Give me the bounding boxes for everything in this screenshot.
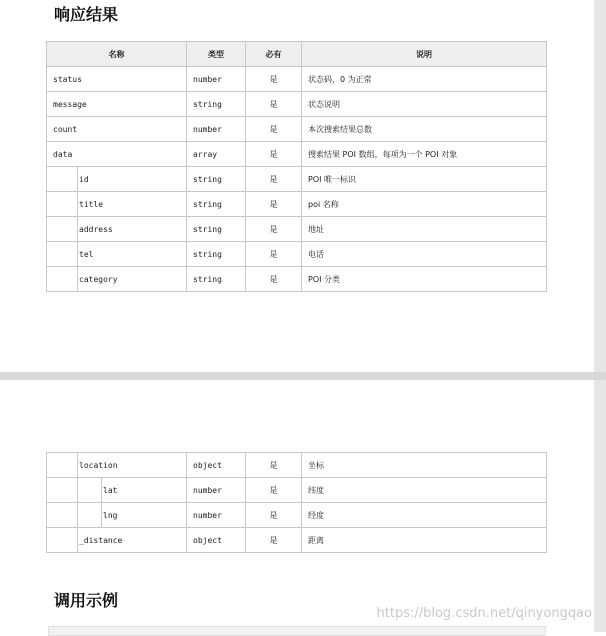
section-title-example: 调用示例 (54, 591, 119, 610)
field-description: 状态码，0 为正常 (302, 67, 547, 92)
field-type: array (187, 142, 246, 167)
nesting-line (77, 453, 78, 477)
nesting-line (77, 503, 78, 527)
field-description: 地址 (302, 217, 547, 242)
field-required: 是 (246, 242, 302, 267)
field-name: title (79, 199, 104, 209)
field-name: category (79, 274, 118, 284)
nesting-line (77, 192, 78, 216)
nesting-line (77, 242, 78, 266)
header-description: 说明 (302, 42, 547, 67)
header-name: 名称 (47, 42, 187, 67)
field-required: 是 (246, 267, 302, 292)
table-row (47, 167, 547, 192)
table-header-row (47, 42, 547, 67)
table-row (47, 92, 547, 117)
header-type: 类型 (187, 42, 246, 67)
nesting-line (101, 503, 102, 527)
header-required: 必有 (246, 42, 302, 67)
field-name-cell (47, 142, 187, 167)
field-name-cell (47, 192, 187, 217)
field-required: 是 (246, 528, 302, 553)
field-name-cell (47, 242, 187, 267)
table-row (47, 217, 547, 242)
field-name-cell (47, 92, 187, 117)
field-required: 是 (246, 142, 302, 167)
field-name-cell (47, 453, 187, 478)
nesting-line (77, 478, 78, 502)
field-type: object (187, 528, 246, 553)
field-required: 是 (246, 192, 302, 217)
response-table (46, 41, 547, 292)
table-row (47, 528, 547, 553)
response-table-continued (46, 452, 547, 553)
field-name-cell (47, 167, 187, 192)
nesting-line (77, 528, 78, 552)
page-separator (0, 372, 606, 380)
field-name-cell (47, 217, 187, 242)
field-name-cell (47, 478, 187, 503)
field-name: address (79, 224, 113, 234)
field-type: string (187, 267, 246, 292)
table-row (47, 267, 547, 292)
field-name: location (79, 460, 118, 470)
field-name: id (79, 174, 89, 184)
field-name-cell (47, 267, 187, 292)
page-shadow (594, 0, 606, 632)
nesting-line (77, 267, 78, 291)
field-type: number (187, 67, 246, 92)
field-name-cell (47, 503, 187, 528)
field-name: tel (79, 249, 94, 259)
field-description: 距离 (302, 528, 547, 553)
field-name-cell (47, 67, 187, 92)
field-name: data (53, 149, 73, 159)
nesting-line (77, 217, 78, 241)
table-row (47, 478, 547, 503)
nesting-line (101, 478, 102, 502)
field-name: lng (103, 510, 118, 520)
field-description: 纬度 (302, 478, 547, 503)
field-required: 是 (246, 478, 302, 503)
field-type: string (187, 242, 246, 267)
field-type: string (187, 192, 246, 217)
field-required: 是 (246, 92, 302, 117)
field-description: POI 唯一标识 (302, 167, 547, 192)
table-row (47, 242, 547, 267)
field-required: 是 (246, 117, 302, 142)
field-name: count (53, 124, 78, 134)
field-required: 是 (246, 217, 302, 242)
field-required: 是 (246, 453, 302, 478)
field-name: message (53, 99, 87, 109)
field-name: status (53, 74, 82, 84)
field-required: 是 (246, 167, 302, 192)
table-row (47, 453, 547, 478)
table-row (47, 67, 547, 92)
field-description: 搜索结果 POI 数组，每项为一个 POI 对象 (302, 142, 547, 167)
field-description: 电话 (302, 242, 547, 267)
table-row (47, 142, 547, 167)
field-name: lat (103, 485, 118, 495)
field-required: 是 (246, 67, 302, 92)
field-name-cell (47, 528, 187, 553)
field-description: 本次搜索结果总数 (302, 117, 547, 142)
field-description: POI 分类 (302, 267, 547, 292)
table-row (47, 192, 547, 217)
field-type: number (187, 503, 246, 528)
field-type: number (187, 117, 246, 142)
field-description: poi 名称 (302, 192, 547, 217)
field-name-cell (47, 117, 187, 142)
table-row (47, 503, 547, 528)
field-description: 状态说明 (302, 92, 547, 117)
field-name: _distance (79, 535, 123, 545)
field-type: object (187, 453, 246, 478)
field-description: 坐标 (302, 453, 547, 478)
field-type: number (187, 478, 246, 503)
watermark: https://blog.csdn.net/qinyongqao (376, 606, 592, 621)
field-required: 是 (246, 503, 302, 528)
code-block (48, 626, 546, 636)
section-title-response: 响应结果 (54, 5, 119, 24)
table-row (47, 117, 547, 142)
field-type: string (187, 167, 246, 192)
field-type: string (187, 217, 246, 242)
field-description: 经度 (302, 503, 547, 528)
field-type: string (187, 92, 246, 117)
nesting-line (77, 167, 78, 191)
